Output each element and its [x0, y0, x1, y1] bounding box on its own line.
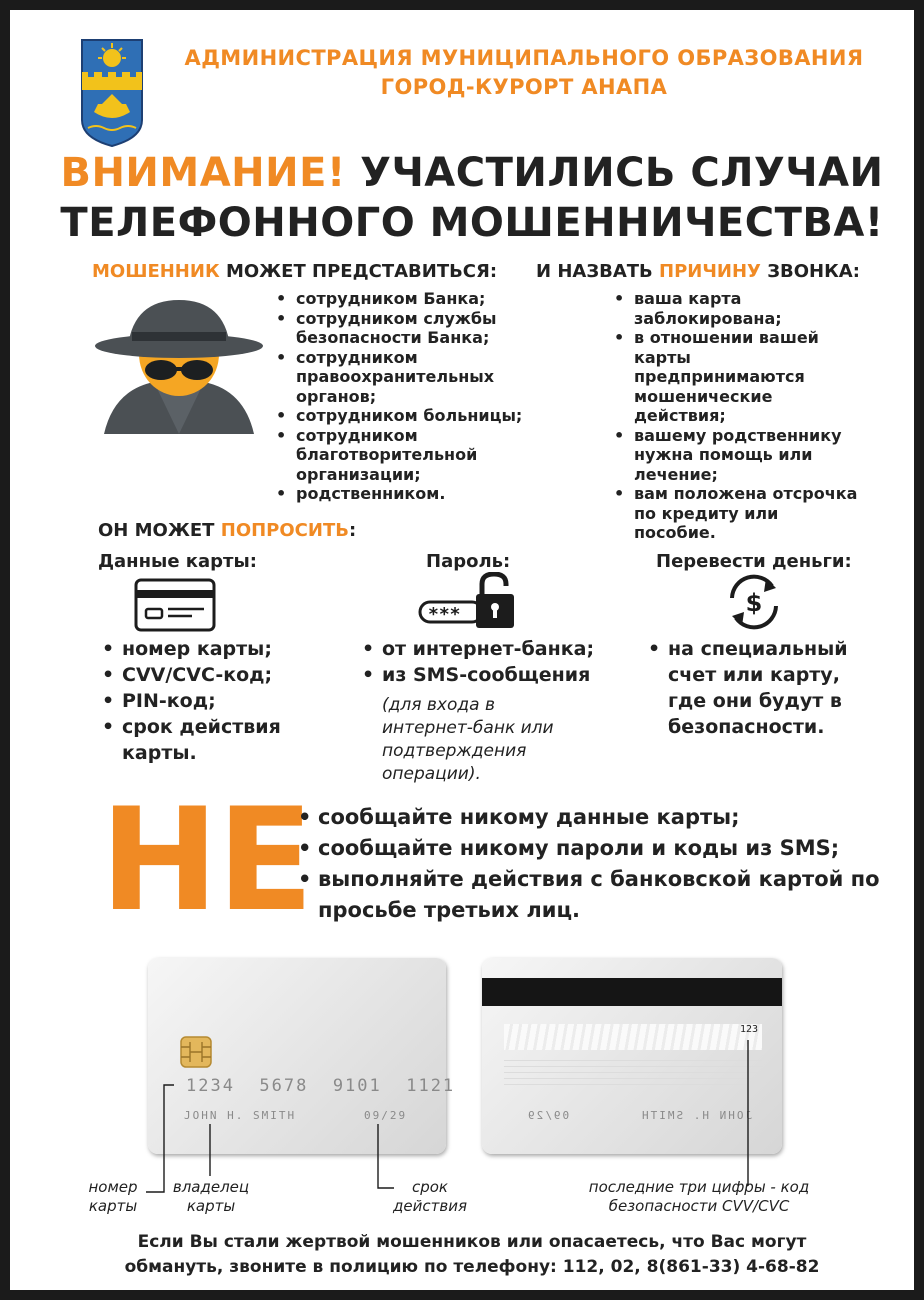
list-item: • ваша карта заблокирована; [612, 289, 862, 328]
caption-card-expiry: срок действия [393, 1178, 467, 1215]
cvv-code: 123 [740, 1024, 759, 1035]
list-item: • сообщайте никому данные карты; [296, 802, 896, 833]
list-item: • в отношении вашей карты предпринимаются мошенические действия; [612, 328, 862, 426]
password-note: (для входа в интернет-банк или подтверждения операции). [382, 695, 554, 784]
reason-heading-rest: ЗВОНКА: [767, 261, 860, 282]
list-item: • из SMS-сообщения [360, 662, 600, 688]
list-item: • сотрудником службы безопасности Банка; [274, 309, 524, 348]
ask-heading-accent: ПОПРОСИТЬ [220, 520, 349, 541]
title-attention: ВНИМАНИЕ! [60, 150, 346, 196]
impostor-heading-rest: МОЖЕТ ПРЕДСТАВИТЬСЯ: [225, 261, 498, 282]
caption-card-holder: владелец карты [172, 1178, 250, 1215]
list-item: • выполняйте действия с банковской картой по просьбе третьих лиц. [296, 864, 896, 926]
list-item: • от интернет-банка; [360, 636, 600, 662]
footer-line-2: обмануть, звоните в полицию по телефону: 112, 02, 8(861-33) 4-68-82 [124, 1257, 820, 1277]
footer-police-contact [34, 1230, 910, 1280]
mirror-holder: JOHN H. SMITH [640, 1109, 753, 1122]
reason-heading-pre: И НАЗВАТЬ [536, 261, 653, 282]
poster [34, 32, 910, 1288]
list-item: • вашему родственнику нужна помощь или лечение; [612, 426, 862, 485]
card-data-title: Данные карты: [98, 551, 257, 572]
dollar-sign-icon: $ [745, 589, 763, 617]
ask-heading-rest: : [348, 520, 357, 541]
password-mask: *** [428, 604, 461, 625]
list-item: • CVV/CVC-код; [100, 662, 320, 688]
card-expiry: 09/29 [364, 1109, 408, 1122]
list-item: • сотрудником больницы; [274, 406, 524, 426]
list-item: • сотрудником благотворительной организации; [274, 426, 524, 485]
title-line-1-rest: УЧАСТИЛИСЬ СЛУЧАИ [360, 150, 884, 196]
header-line-2: ГОРОД-КУРОРТ АНАПА [380, 75, 668, 99]
title-line-2: ТЕЛЕФОННОГО МОШЕННИЧЕСТВА! [60, 200, 884, 246]
transfer-title: Перевести деньги: [656, 551, 852, 572]
mirror-expiry: 09/29 [526, 1109, 570, 1122]
caption-cvv: последние три цифры - код безопасности CVV/CVC [588, 1178, 810, 1215]
password-title: Пароль: [426, 551, 511, 572]
ask-heading-pre: ОН МОЖЕТ [98, 520, 215, 541]
list-item: • родственником. [274, 484, 524, 504]
list-item: • вам положена отсрочка по кредиту или пособие. [612, 484, 862, 543]
list-item: • сотрудником правоохранительных органов; [274, 348, 524, 407]
card-holder: JOHN H. SMITH [184, 1109, 297, 1122]
caption-card-number: номер карты [88, 1178, 138, 1215]
list-item: • сотрудником Банка; [274, 289, 524, 309]
list-item: • номер карты; [100, 636, 320, 662]
dont-big-word: НЕ [100, 778, 312, 943]
list-item: • срок действия карты. [100, 714, 320, 766]
header-line-1: АДМИНИСТРАЦИЯ МУНИЦИПАЛЬНОГО ОБРАЗОВАНИЯ [184, 46, 864, 70]
card-number: 1234 5678 9101 1121 [186, 1076, 456, 1096]
reason-heading-accent: ПРИЧИНУ [659, 261, 761, 282]
caption-leader-lines [34, 32, 910, 1288]
list-item: • сообщайте никому пароли и коды из SMS; [296, 833, 896, 864]
impostor-heading-accent: МОШЕННИК [92, 261, 220, 282]
list-item: • PIN-код; [100, 688, 320, 714]
list-item: • на специальный счет или карту, где они будут в безопасности. [646, 636, 856, 740]
footer-line-1: Если Вы стали жертвой мошенников или опасаетесь, что Вас могут [137, 1232, 807, 1252]
